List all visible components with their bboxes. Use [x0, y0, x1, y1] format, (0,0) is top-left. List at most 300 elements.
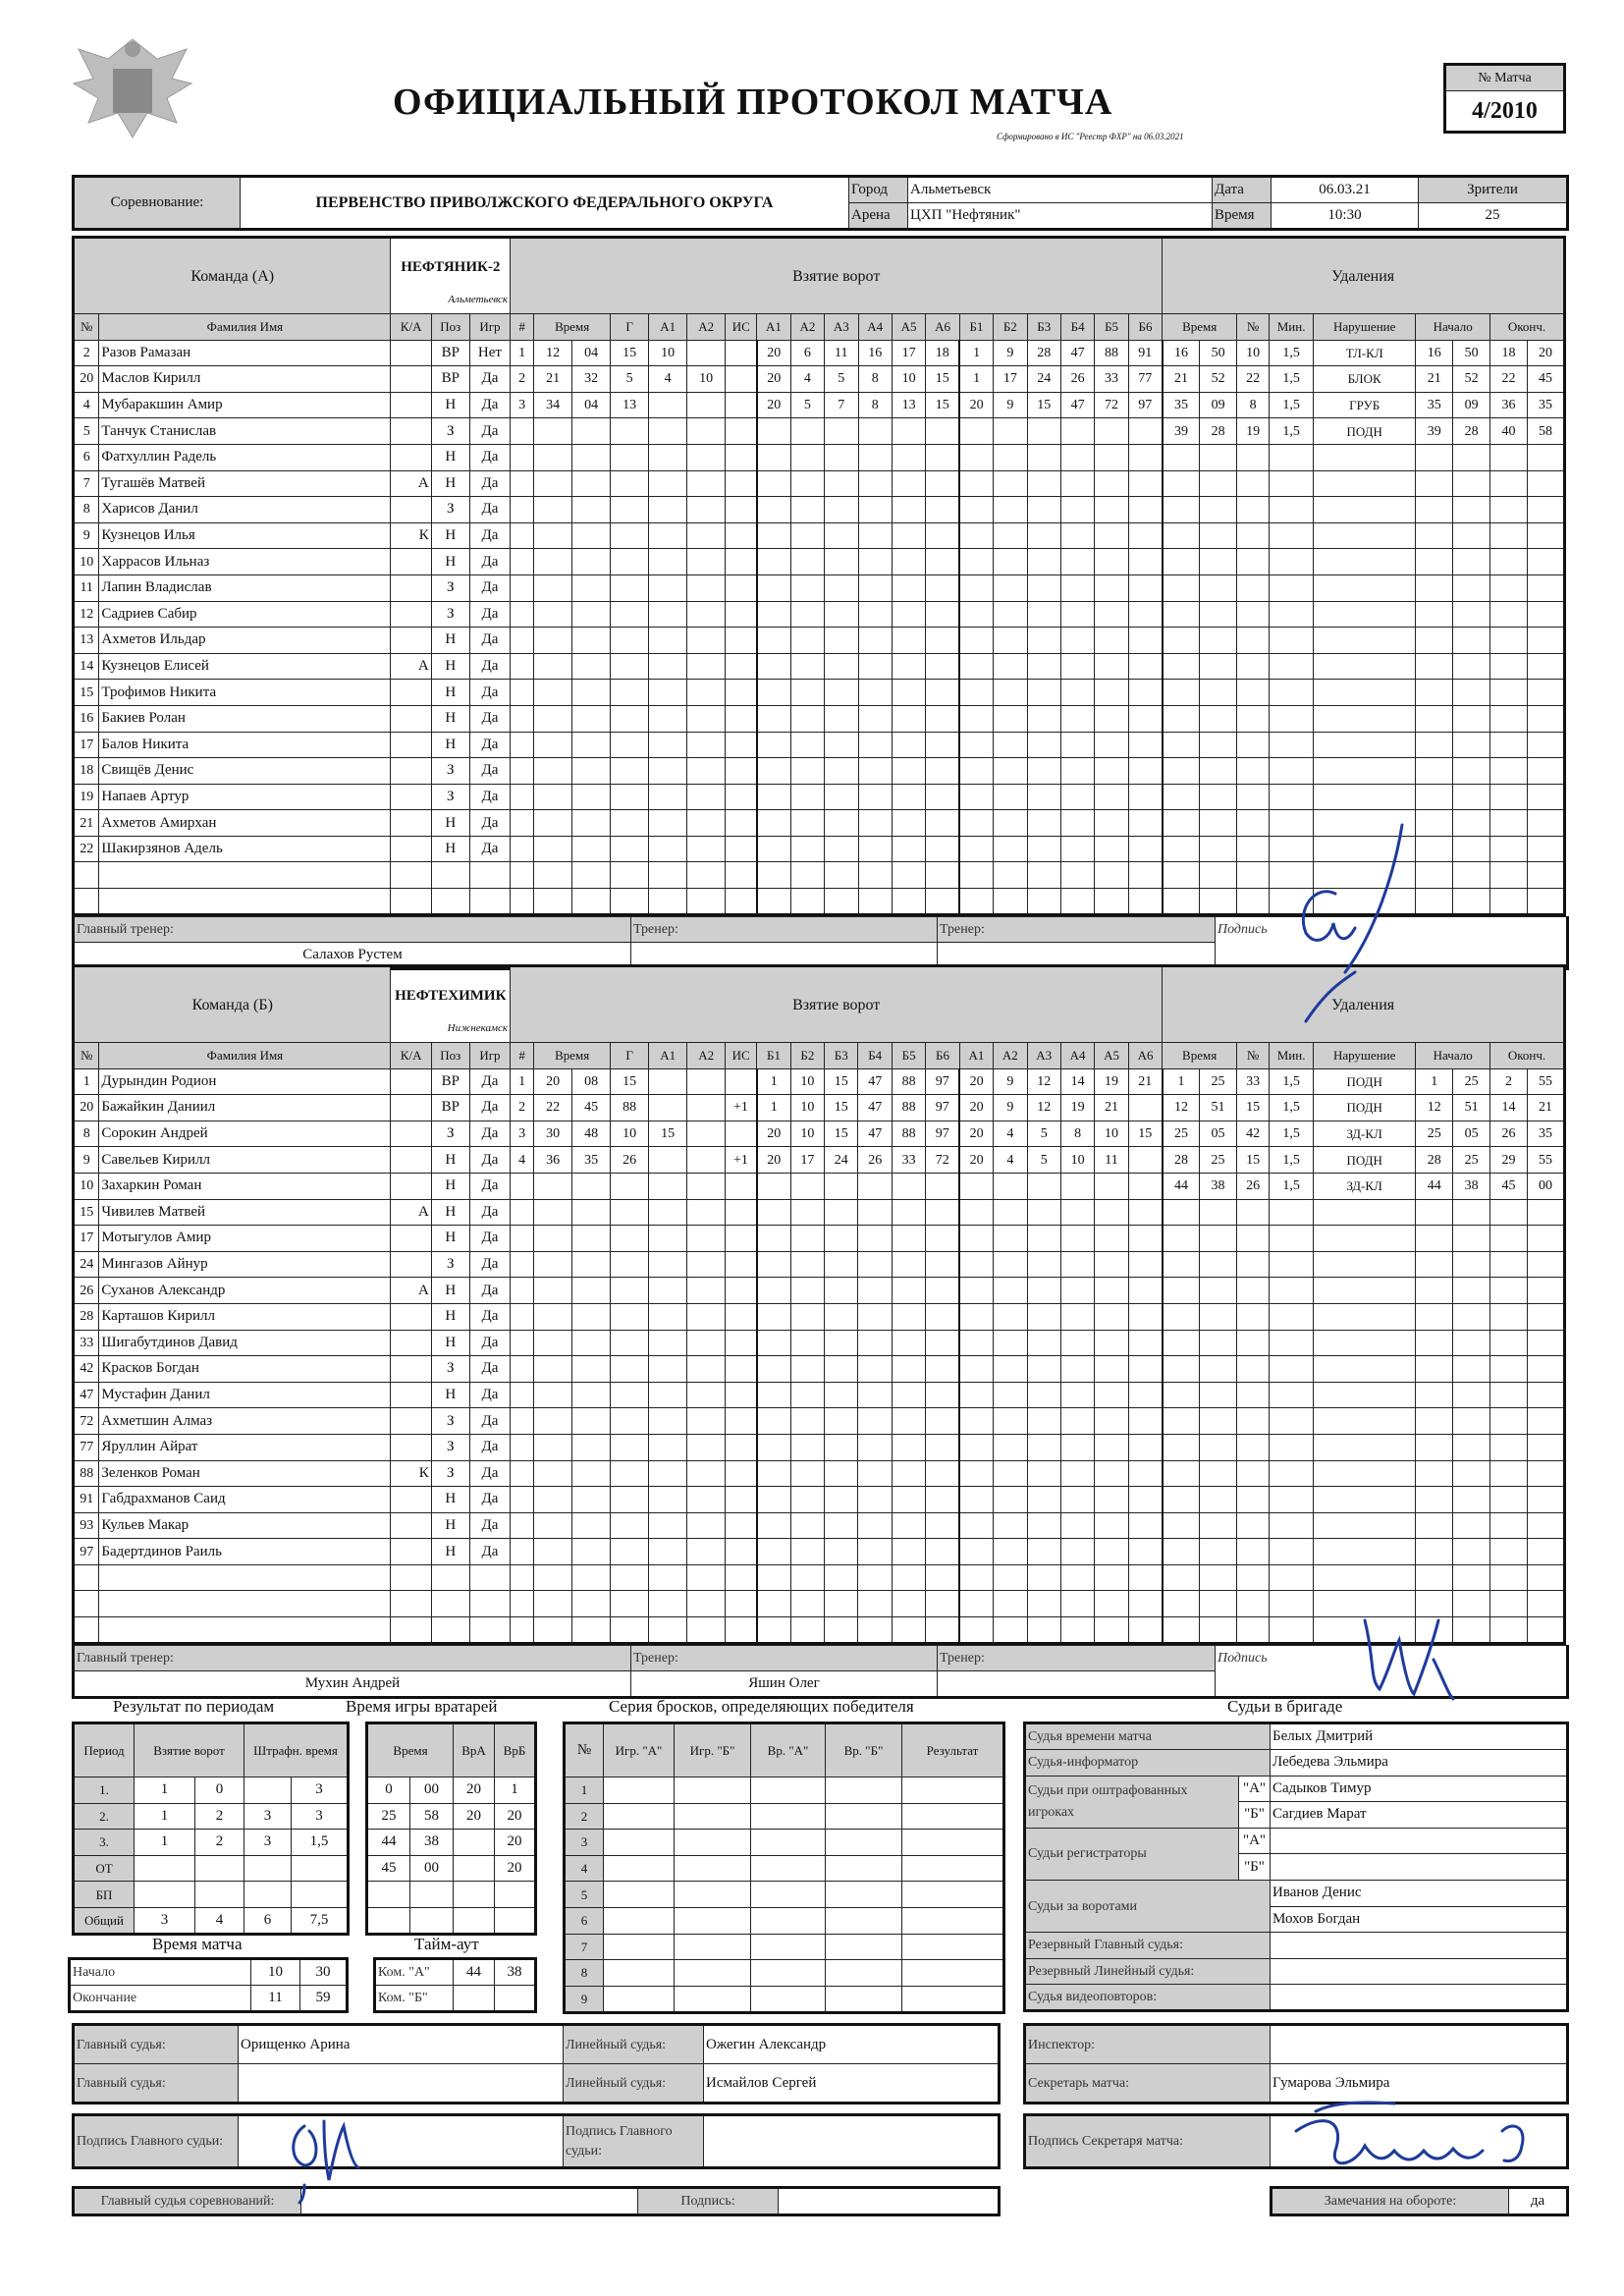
- reserve-linesman-label: Резервный Линейный судья:: [1025, 1958, 1271, 1985]
- goalie-time-cell: 00: [410, 1777, 454, 1804]
- col-onice-header: Б6: [1128, 314, 1163, 341]
- period-value: 1: [135, 1777, 195, 1804]
- penalty-cell: [1416, 836, 1453, 862]
- goal-cell: [1128, 1591, 1163, 1617]
- goal-cell: [649, 1199, 687, 1226]
- goal-cell: [858, 418, 892, 445]
- player-played: Да: [469, 1226, 510, 1252]
- goal-cell: 33: [1095, 366, 1128, 393]
- penalty-cell: [1163, 628, 1200, 654]
- goal-cell: [726, 1564, 757, 1591]
- goal-cell: [790, 680, 824, 706]
- penalty-cell: [1416, 758, 1453, 785]
- penalty-cell: [1313, 1408, 1415, 1435]
- player-name: [99, 1591, 391, 1617]
- spectators-value: 25: [1419, 203, 1568, 230]
- player-role: [391, 549, 431, 575]
- goal-cell: [994, 1251, 1027, 1278]
- shootout-attempt-number: 8: [565, 1960, 604, 1987]
- goal-cell: [687, 340, 726, 366]
- period-value: 6: [244, 1907, 292, 1934]
- col-goal-scorer-header: Г: [611, 314, 649, 341]
- penalty-cell: [1236, 1512, 1269, 1539]
- goals-section-header: Взятие ворот: [511, 238, 1163, 314]
- goal-cell: [858, 549, 892, 575]
- player-name: Мубаракшин Амир: [99, 392, 391, 418]
- goal-number: [511, 1408, 534, 1435]
- penalty-cell: [1490, 1591, 1528, 1617]
- goal-cell: [858, 1303, 892, 1330]
- player-played: Да: [469, 1539, 510, 1565]
- penalty-cell: [1416, 810, 1453, 837]
- penalty-cell: 33: [1236, 1068, 1269, 1095]
- goal-cell: 21: [534, 366, 572, 393]
- goal-cell: [1095, 1591, 1128, 1617]
- team-a-tag: "А": [1239, 1828, 1271, 1854]
- goal-cell: [687, 628, 726, 654]
- goal-cell: [1027, 784, 1060, 810]
- goal-cell: [687, 392, 726, 418]
- goal-cell: [892, 1434, 925, 1460]
- penalty-cell: [1200, 810, 1237, 837]
- goal-cell: [1027, 1226, 1060, 1252]
- player-played: Да: [469, 1068, 510, 1095]
- goal-cell: 88: [1095, 340, 1128, 366]
- shootout-cell: [826, 1934, 902, 1960]
- penalty-cell: [1236, 1591, 1269, 1617]
- goal-cell: [649, 1617, 687, 1644]
- penalty-cell: 45: [1527, 366, 1564, 393]
- penalty-cell: [1236, 497, 1269, 523]
- goalie-time-cell: [367, 1882, 410, 1908]
- goal-cell: [726, 574, 757, 601]
- goal-cell: [892, 601, 925, 628]
- penalty-cell: [1236, 862, 1269, 889]
- player-name: Напаев Артур: [99, 784, 391, 810]
- player-played: Да: [469, 470, 510, 497]
- goalie-time-cell: [454, 1907, 495, 1934]
- arena-value: ЦХП "Нефтяник": [908, 203, 1213, 230]
- goal-cell: [534, 810, 572, 837]
- goal-cell: [892, 889, 925, 915]
- shootout-cell: [751, 1803, 826, 1830]
- col-onice-header: Б4: [1060, 314, 1094, 341]
- goal-cell: 1: [959, 340, 993, 366]
- goal-cell: [994, 1591, 1027, 1617]
- goal-cell: [959, 628, 993, 654]
- goal-cell: [1128, 497, 1163, 523]
- player-number: 9: [74, 522, 99, 549]
- player-number: 22: [74, 836, 99, 862]
- goal-cell: [1027, 1173, 1060, 1199]
- head-coach-name: Салахов Рустем: [74, 943, 631, 969]
- penalty-cell: 1,5: [1270, 1147, 1314, 1174]
- goal-cell: [687, 1487, 726, 1513]
- table-row: [74, 784, 1565, 810]
- penalty-cell: [1453, 1226, 1490, 1252]
- goal-cell: [611, 680, 649, 706]
- period-value: 7,5: [292, 1907, 349, 1934]
- penalty-cell: [1270, 1434, 1314, 1460]
- penalty-cell: [1490, 470, 1528, 497]
- goal-cell: [994, 1564, 1027, 1591]
- penalty-cell: [1453, 444, 1490, 470]
- goal-cell: 1: [757, 1068, 790, 1095]
- goal-cell: [858, 497, 892, 523]
- goal-cell: [1128, 705, 1163, 732]
- player-name: Ахметшин Алмаз: [99, 1408, 391, 1435]
- goal-cell: [1095, 628, 1128, 654]
- goal-cell: [790, 418, 824, 445]
- goal-cell: 1: [959, 366, 993, 393]
- goal-cell: [1060, 1487, 1094, 1513]
- goal-cell: [790, 549, 824, 575]
- penalty-cell: [1200, 549, 1237, 575]
- goal-cell: 12: [1027, 1095, 1060, 1121]
- penalty-cell: [1527, 1564, 1564, 1591]
- penalty-cell: 1,5: [1270, 1121, 1314, 1147]
- penalty-cell: [1527, 836, 1564, 862]
- penalty-cell: [1313, 470, 1415, 497]
- goal-cell: [687, 1251, 726, 1278]
- penalty-cell: [1416, 1303, 1453, 1330]
- goal-cell: [790, 1564, 824, 1591]
- goal-cell: [994, 1226, 1027, 1252]
- penalty-cell: 28: [1200, 418, 1237, 445]
- penalty-cell: [1416, 1330, 1453, 1356]
- penalty-cell: [1490, 1330, 1528, 1356]
- player-name: Бадертдинов Раиль: [99, 1539, 391, 1565]
- goal-cell: [687, 1591, 726, 1617]
- goal-cell: [959, 574, 993, 601]
- player-position: З: [431, 1251, 469, 1278]
- goal-cell: [892, 836, 925, 862]
- penalty-cell: 1,5: [1270, 418, 1314, 445]
- player-position: Н: [431, 732, 469, 758]
- goal-cell: [825, 1199, 858, 1226]
- goal-cell: [687, 418, 726, 445]
- shootout-cell: [826, 1830, 902, 1856]
- goal-cell: 9: [994, 392, 1027, 418]
- penalty-cell: [1163, 1303, 1200, 1330]
- period-value: [292, 1882, 349, 1908]
- signature-label: Подпись: [1216, 1645, 1568, 1698]
- goal-cell: [1027, 758, 1060, 785]
- goal-cell: [994, 1434, 1027, 1460]
- goal-cell: [825, 1226, 858, 1252]
- periods-title: Результат по периодам: [113, 1697, 275, 1716]
- player-played: Да: [469, 836, 510, 862]
- penalty-cell: 52: [1200, 366, 1237, 393]
- goal-number: [511, 1330, 534, 1356]
- player-played: [469, 862, 510, 889]
- goal-cell: [790, 1408, 824, 1435]
- goal-cell: [1027, 522, 1060, 549]
- penalty-cell: [1490, 1487, 1528, 1513]
- goal-cell: [994, 601, 1027, 628]
- col-pos-header: Поз: [431, 314, 469, 341]
- player-number: 8: [74, 1121, 99, 1147]
- player-role: [391, 1617, 431, 1644]
- goal-cell: [649, 889, 687, 915]
- goal-cell: [1095, 784, 1128, 810]
- goal-cell: [611, 1356, 649, 1383]
- col-onice-header: А6: [926, 314, 959, 341]
- shootout-cell: [675, 1934, 751, 1960]
- player-played: Да: [469, 444, 510, 470]
- goal-cell: [926, 1408, 959, 1435]
- player-position: Н: [431, 522, 469, 549]
- goal-cell: 20: [534, 1068, 572, 1095]
- col-assist1-header: А1: [649, 314, 687, 341]
- col-pen-start-header: Начало: [1416, 314, 1490, 341]
- goal-cell: [1095, 862, 1128, 889]
- player-number: [74, 1591, 99, 1617]
- goal-cell: [687, 1512, 726, 1539]
- goal-cell: [572, 444, 611, 470]
- goal-cell: 47: [1060, 392, 1094, 418]
- goal-cell: [726, 1382, 757, 1408]
- player-role: [391, 1356, 431, 1383]
- player-played: Да: [469, 628, 510, 654]
- goal-cell: [757, 732, 790, 758]
- competition-name: ПЕРВЕНСТВО ПРИВОЛЖСКОГО ФЕДЕРАЛЬНОГО ОКРУГА: [241, 177, 849, 230]
- table-row: [565, 1907, 1004, 1934]
- goal-cell: [1027, 497, 1060, 523]
- goal-number: [511, 705, 534, 732]
- goal-cell: [687, 732, 726, 758]
- goal-cell: [790, 497, 824, 523]
- goal-cell: [959, 1617, 993, 1644]
- penalty-cell: [1200, 758, 1237, 785]
- player-role: К: [391, 1460, 431, 1487]
- penalty-cell: 25: [1416, 1121, 1453, 1147]
- penalty-cell: [1163, 549, 1200, 575]
- goal-cell: [790, 889, 824, 915]
- goal-cell: [994, 1199, 1027, 1226]
- goal-cell: [757, 1512, 790, 1539]
- goal-cell: [1095, 680, 1128, 706]
- goal-cell: [687, 680, 726, 706]
- match-end-label: Окончание: [70, 1986, 251, 2012]
- goal-cell: [611, 1487, 649, 1513]
- goal-cell: [926, 1434, 959, 1460]
- goal-cell: [959, 1512, 993, 1539]
- penalty-cell: ПОДН: [1313, 1068, 1415, 1095]
- player-name: Кузнецов Елисей: [99, 653, 391, 680]
- table-row: [74, 1830, 349, 1856]
- goal-cell: [757, 470, 790, 497]
- goal-cell: [757, 549, 790, 575]
- goal-cell: [959, 732, 993, 758]
- player-position: З: [431, 601, 469, 628]
- goal-cell: 47: [1060, 340, 1094, 366]
- goal-cell: [649, 1564, 687, 1591]
- goal-cell: [825, 418, 858, 445]
- goal-cell: [790, 1617, 824, 1644]
- goal-cell: [611, 1591, 649, 1617]
- main-referee-label: Главный судья:: [74, 2064, 239, 2104]
- player-role: [391, 836, 431, 862]
- goal-cell: [1128, 444, 1163, 470]
- goal-cell: 24: [825, 1147, 858, 1174]
- shootout-cell: [675, 1855, 751, 1882]
- penalty-cell: [1313, 549, 1415, 575]
- penalty-cell: [1163, 1487, 1200, 1513]
- player-number: 17: [74, 1226, 99, 1252]
- penalty-cell: [1200, 1251, 1237, 1278]
- player-number: 2: [74, 340, 99, 366]
- goal-cell: [858, 1460, 892, 1487]
- player-number: 21: [74, 810, 99, 837]
- goal-cell: [572, 1382, 611, 1408]
- player-played: Да: [469, 1356, 510, 1383]
- goal-number: [511, 497, 534, 523]
- penalty-cell: [1200, 497, 1237, 523]
- penalty-cell: [1416, 522, 1453, 549]
- goal-cell: [534, 1564, 572, 1591]
- shootout-attempt-number: 9: [565, 1986, 604, 2012]
- goal-cell: [1095, 601, 1128, 628]
- goal-cell: [1060, 889, 1094, 915]
- goal-cell: [534, 1173, 572, 1199]
- penalty-cell: [1490, 1356, 1528, 1383]
- goal-cell: [892, 497, 925, 523]
- penalty-cell: [1313, 1226, 1415, 1252]
- goal-cell: [1095, 1539, 1128, 1565]
- penalty-cell: [1270, 1564, 1314, 1591]
- goal-cell: [1128, 1487, 1163, 1513]
- shootout-goalie-b-header: Вр. "Б": [826, 1723, 902, 1777]
- player-name: Габдрахманов Саид: [99, 1487, 391, 1513]
- goal-cell: [994, 470, 1027, 497]
- goal-cell: [858, 784, 892, 810]
- goal-cell: [687, 784, 726, 810]
- col-assist2-header: А2: [687, 314, 726, 341]
- registrar-a-name: [1271, 1828, 1568, 1854]
- goal-cell: [1060, 1303, 1094, 1330]
- penalty-cell: ЗД-КЛ: [1313, 1173, 1415, 1199]
- penalty-cell: [1270, 1591, 1314, 1617]
- goal-cell: [994, 1617, 1027, 1644]
- goal-cell: 91: [1128, 340, 1163, 366]
- col-onice-header: Б5: [1095, 314, 1128, 341]
- goal-cell: [757, 1251, 790, 1278]
- shootout-cell: [902, 1934, 1004, 1960]
- goal-cell: [572, 862, 611, 889]
- player-name: [99, 1564, 391, 1591]
- goal-cell: [892, 522, 925, 549]
- goal-cell: [534, 705, 572, 732]
- signature-label: Подпись: [1216, 916, 1568, 969]
- goal-cell: [1128, 1617, 1163, 1644]
- goal-cell: [1128, 810, 1163, 837]
- player-played: Да: [469, 1434, 510, 1460]
- penalty-cell: [1490, 1408, 1528, 1435]
- goal-cell: 11: [1095, 1147, 1128, 1174]
- goal-number: [511, 1173, 534, 1199]
- goal-cell: [825, 784, 858, 810]
- team-name-block: [391, 966, 511, 1043]
- goal-cell: [790, 1330, 824, 1356]
- player-role: [391, 1487, 431, 1513]
- penalty-cell: 39: [1416, 418, 1453, 445]
- goal-cell: [611, 601, 649, 628]
- timekeeper-label: Судья времени матча: [1025, 1723, 1271, 1750]
- penalty-cell: [1236, 1382, 1269, 1408]
- goal-cell: [825, 889, 858, 915]
- penalty-cell: 38: [1200, 1173, 1237, 1199]
- col-name-header: Фамилия Имя: [99, 314, 391, 341]
- goal-cell: [825, 810, 858, 837]
- goal-cell: [534, 522, 572, 549]
- goalie-time-cell: 58: [410, 1803, 454, 1830]
- goal-cell: [649, 1068, 687, 1095]
- goal-cell: 15: [926, 366, 959, 393]
- goal-cell: 26: [611, 1147, 649, 1174]
- penalty-cell: [1313, 784, 1415, 810]
- goal-cell: [1060, 1251, 1094, 1278]
- timekeeper-name: Белых Дмитрий: [1271, 1723, 1568, 1750]
- player-position: З: [431, 497, 469, 523]
- goal-number: [511, 1434, 534, 1460]
- team-b-coaches: [72, 1645, 1569, 1700]
- goal-cell: [687, 1068, 726, 1095]
- goal-cell: [926, 758, 959, 785]
- col-pos-header: Поз: [431, 1043, 469, 1069]
- goal-cell: [1027, 1512, 1060, 1539]
- competition-label: Соревнование:: [74, 177, 241, 230]
- date-label: Дата: [1213, 177, 1272, 203]
- penalty-cell: [1163, 470, 1200, 497]
- player-role: [391, 705, 431, 732]
- goal-cell: [726, 1226, 757, 1252]
- player-number: 9: [74, 1147, 99, 1174]
- penalty-cell: [1236, 1303, 1269, 1330]
- goal-cell: [757, 1303, 790, 1330]
- shootout-cell: [604, 1882, 675, 1908]
- goal-cell: [892, 1173, 925, 1199]
- player-role: [391, 497, 431, 523]
- goal-cell: [1060, 758, 1094, 785]
- time-label: Время: [1213, 203, 1272, 230]
- goal-number: [511, 653, 534, 680]
- goal-cell: [726, 1278, 757, 1304]
- goal-cell: [994, 1303, 1027, 1330]
- shootout-cell: [826, 1907, 902, 1934]
- goal-cell: [726, 1173, 757, 1199]
- penalty-cell: [1236, 1199, 1269, 1226]
- penalty-cell: [1236, 732, 1269, 758]
- player-played: Да: [469, 1330, 510, 1356]
- goal-cell: [726, 497, 757, 523]
- goal-cell: [726, 1356, 757, 1383]
- goal-cell: [1095, 497, 1128, 523]
- goal-cell: [757, 680, 790, 706]
- goal-cell: 15: [649, 1121, 687, 1147]
- goal-cell: [757, 758, 790, 785]
- goal-cell: [1060, 418, 1094, 445]
- table-row: [74, 1539, 1565, 1565]
- penalty-cell: [1453, 680, 1490, 706]
- goal-cell: [572, 758, 611, 785]
- penalty-cell: [1527, 1539, 1564, 1565]
- goal-cell: 14: [1060, 1068, 1094, 1095]
- penalty-cell: [1490, 1199, 1528, 1226]
- table-row: [74, 1226, 1565, 1252]
- penalty-cell: [1453, 810, 1490, 837]
- goal-cell: [649, 497, 687, 523]
